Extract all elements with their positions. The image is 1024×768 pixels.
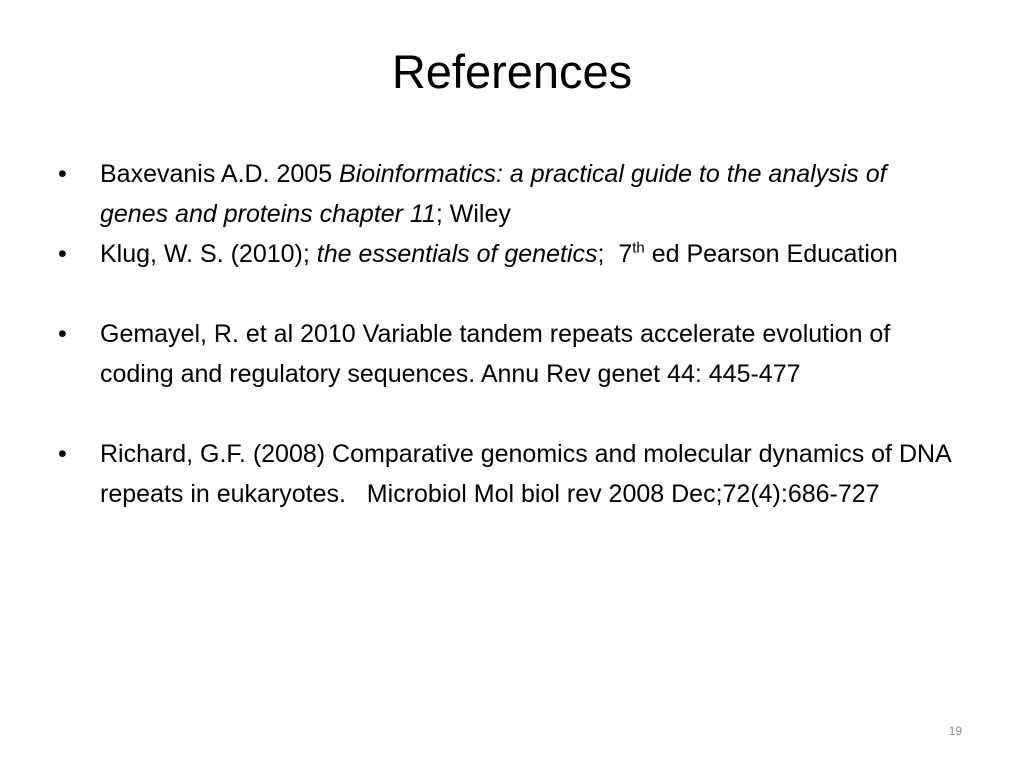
bullet-icon: •: [58, 440, 67, 468]
reference-text: Richard, G.F. (2008) Comparative genomics and molecular dynamics of DNA repeats in eukaryotes. Microbiol Mol biol rev 2008 Dec;72(4):686-727: [100, 440, 958, 508]
bullet-icon: •: [58, 240, 67, 268]
bullet-icon: •: [58, 160, 67, 188]
reference-text: Gemayel, R. et al 2010 Variable tandem repeats accelerate evolution of coding and regulatory sequences. Annu Rev genet 44: 445-477: [100, 320, 891, 388]
reference-author-year: Klug, W. S. (2010);: [100, 240, 317, 268]
reference-list: [52, 154, 958, 514]
reference-publisher: ; Wiley: [435, 200, 511, 228]
reference-book-title: Bioinformatics: a practical guide to the analysis of genes and proteins chapter 11: [100, 160, 887, 228]
page-number: 19: [948, 724, 962, 738]
bullet-icon: •: [58, 320, 67, 348]
reference-edition-superscript: th: [632, 239, 645, 257]
reference-author-year: Baxevanis A.D. 2005: [100, 160, 340, 188]
reference-book-title: the essentials of genetics: [316, 240, 598, 268]
reference-item-gemayel: [52, 314, 952, 394]
reference-item-richard: [52, 434, 958, 514]
reference-item-klug: [52, 234, 952, 274]
reference-publisher: ed Pearson Education: [644, 240, 898, 268]
slide-title: References: [391, 45, 633, 98]
reference-edition-number: ; 7: [597, 240, 633, 268]
reference-item-baxevanis: [52, 154, 952, 234]
